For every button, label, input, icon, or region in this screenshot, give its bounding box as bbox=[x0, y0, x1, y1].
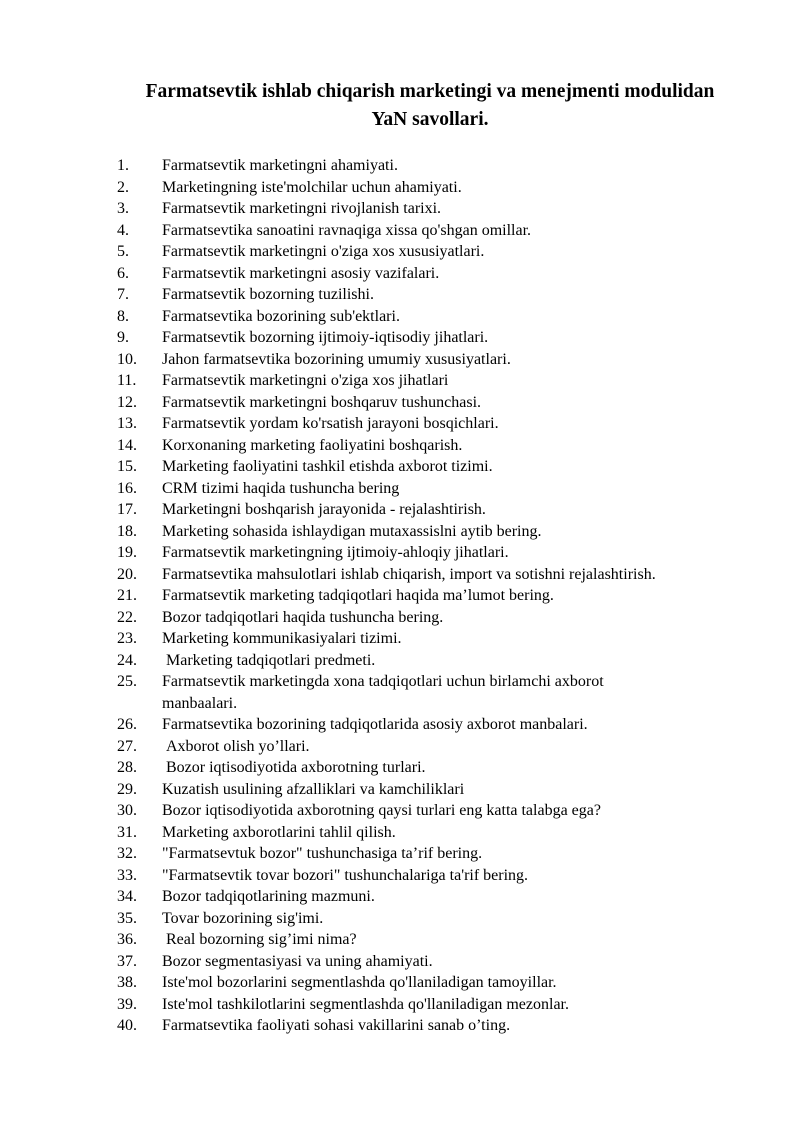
question-number: 27. bbox=[117, 737, 137, 755]
question-item bbox=[0, 736, 800, 758]
question-number: 23. bbox=[117, 630, 137, 647]
question-text: Farmatsevtika bozorining sub'ektlari. bbox=[162, 307, 400, 325]
question-number: 3. bbox=[117, 200, 129, 217]
question-item bbox=[0, 327, 800, 349]
question-item bbox=[0, 220, 800, 242]
question-item bbox=[0, 198, 800, 220]
question-number: 25. bbox=[117, 673, 137, 690]
question-text: Farmatsevtik marketingni o'ziga xos jihatlari bbox=[162, 372, 449, 389]
question-text: Farmatsevtik marketing tadqiqotlari haqida ma’lumot bering. bbox=[162, 587, 554, 604]
title-line-1: Farmatsevtik ishlab chiqarish marketingi va menejmenti modulidan bbox=[145, 81, 715, 102]
question-number: 33. bbox=[117, 866, 137, 884]
question-item bbox=[0, 843, 800, 865]
question-number: 11. bbox=[117, 372, 137, 389]
question-number: 6. bbox=[117, 264, 129, 282]
question-text: Bozor tadqiqotlarining mazmuni. bbox=[162, 888, 375, 905]
question-text: Korxonaning marketing faoliyatini boshqarish. bbox=[162, 436, 463, 454]
question-text: Jahon farmatsevtika bozorining umumiy xususiyatlari. bbox=[162, 350, 511, 368]
question-text: Real bozorning sig’imi nima? bbox=[162, 931, 357, 948]
question-text: Farmatsevtik marketingning ijtimoiy-ahloqiy jihatlari. bbox=[162, 544, 509, 561]
question-item bbox=[0, 263, 800, 285]
question-item bbox=[0, 994, 800, 1016]
question-item bbox=[0, 155, 800, 177]
question-text: Tovar bozorining sig'imi. bbox=[162, 909, 324, 927]
question-number: 12. bbox=[117, 393, 137, 411]
question-item bbox=[0, 628, 800, 650]
question-item bbox=[0, 349, 800, 371]
question-text: Farmatsevtika bozorining tadqiqotlarida asosiy axborot manbalari. bbox=[162, 716, 588, 733]
question-number: 31. bbox=[117, 823, 137, 841]
question-item bbox=[0, 886, 800, 908]
question-item bbox=[0, 779, 800, 801]
question-text: Farmatsevtik marketingni rivojlanish tarixi. bbox=[162, 200, 442, 217]
question-text: Bozor iqtisodiyotida axborotning qaysi turlari eng katta talabga ega? bbox=[162, 802, 601, 819]
question-item bbox=[0, 564, 800, 586]
question-number: 10. bbox=[117, 350, 137, 368]
question-number: 16. bbox=[117, 479, 137, 497]
question-number: 26. bbox=[117, 716, 137, 733]
question-item bbox=[0, 521, 800, 543]
question-text: Farmatsevtik marketingda xona tadqiqotlari uchun birlamchi axborot manbaalari. bbox=[162, 673, 604, 712]
question-number: 22. bbox=[117, 608, 137, 626]
question-number: 18. bbox=[117, 522, 137, 540]
question-item bbox=[0, 1015, 800, 1037]
question-item bbox=[0, 714, 800, 736]
question-item bbox=[0, 370, 800, 392]
question-number: 30. bbox=[117, 802, 137, 819]
question-item bbox=[0, 435, 800, 457]
question-item bbox=[0, 671, 800, 714]
question-number: 36. bbox=[117, 931, 137, 948]
question-text: Farmatsevtika mahsulotlari ishlab chiqarish, import va sotishni rejalashtirish. bbox=[162, 565, 656, 583]
question-item bbox=[0, 865, 800, 887]
question-item bbox=[0, 392, 800, 414]
question-text: Farmatsevtik marketingni asosiy vazifalari. bbox=[162, 264, 440, 282]
question-number: 1. bbox=[117, 157, 129, 174]
question-text: Farmatsevtik marketingni o'ziga xos xususiyatlari. bbox=[162, 243, 485, 260]
question-number: 5. bbox=[117, 243, 129, 260]
document-title bbox=[100, 78, 760, 134]
question-item bbox=[0, 284, 800, 306]
question-number: 2. bbox=[117, 178, 129, 196]
question-number: 9. bbox=[117, 329, 129, 346]
question-number: 15. bbox=[117, 458, 137, 475]
question-number: 34. bbox=[117, 888, 137, 905]
question-item bbox=[0, 177, 800, 199]
question-number: 28. bbox=[117, 759, 137, 776]
question-text: Farmatsevtik marketingni ahamiyati. bbox=[162, 157, 398, 174]
question-text: Marketingni boshqarish jarayonida - rejalashtirish. bbox=[162, 501, 486, 518]
question-text: "Farmatsevtuk bozor" tushunchasiga ta’rif bering. bbox=[162, 845, 483, 862]
question-item bbox=[0, 542, 800, 564]
question-text: Marketing tadqiqotlari predmeti. bbox=[162, 651, 376, 669]
question-number: 19. bbox=[117, 544, 137, 561]
question-number: 39. bbox=[117, 995, 137, 1013]
question-text: Marketing kommunikasiyalari tizimi. bbox=[162, 630, 402, 647]
question-text: Bozor tadqiqotlari haqida tushuncha bering. bbox=[162, 608, 444, 626]
question-number: 24. bbox=[117, 651, 137, 669]
question-text: Farmatsevtik marketingni boshqaruv tushunchasi. bbox=[162, 393, 482, 411]
question-item bbox=[0, 456, 800, 478]
question-item bbox=[0, 607, 800, 629]
question-number: 13. bbox=[117, 415, 137, 432]
question-item bbox=[0, 800, 800, 822]
question-item bbox=[0, 972, 800, 994]
question-text: Iste'mol tashkilotlarini segmentlashda qo'llaniladigan mezonlar. bbox=[162, 995, 569, 1013]
question-item bbox=[0, 650, 800, 672]
question-item bbox=[0, 413, 800, 435]
question-item bbox=[0, 585, 800, 607]
question-item bbox=[0, 951, 800, 973]
question-number: 37. bbox=[117, 952, 137, 970]
question-list bbox=[0, 155, 800, 1037]
question-number: 4. bbox=[117, 221, 129, 239]
title-line-2: YaN savollari. bbox=[371, 109, 489, 130]
question-text: Bozor segmentasiyasi va uning ahamiyati. bbox=[162, 952, 433, 970]
question-text: Iste'mol bozorlarini segmentlashda qo'llaniladigan tamoyillar. bbox=[162, 974, 557, 991]
question-text: Marketingning iste'molchilar uchun ahamiyati. bbox=[162, 178, 462, 196]
question-number: 8. bbox=[117, 307, 129, 325]
question-item bbox=[0, 908, 800, 930]
question-item bbox=[0, 241, 800, 263]
question-number: 20. bbox=[117, 565, 137, 583]
question-number: 7. bbox=[117, 286, 129, 303]
question-number: 38. bbox=[117, 974, 137, 991]
question-text: Farmatsevtika sanoatini ravnaqiga xissa qo'shgan omillar. bbox=[162, 221, 532, 239]
question-item bbox=[0, 822, 800, 844]
question-number: 40. bbox=[117, 1017, 137, 1034]
question-text: Bozor iqtisodiyotida axborotning turlari. bbox=[162, 759, 426, 776]
question-item bbox=[0, 499, 800, 521]
question-text: Marketing axborotlarini tahlil qilish. bbox=[162, 823, 396, 841]
question-text: CRM tizimi haqida tushuncha bering bbox=[162, 479, 400, 497]
question-number: 32. bbox=[117, 845, 137, 862]
question-item bbox=[0, 306, 800, 328]
question-text: Marketing sohasida ishlaydigan mutaxassislni aytib bering. bbox=[162, 522, 542, 540]
question-item bbox=[0, 478, 800, 500]
question-number: 35. bbox=[117, 909, 137, 927]
question-number: 17. bbox=[117, 501, 137, 518]
question-item bbox=[0, 757, 800, 779]
question-text: Farmatsevtik bozorning tuzilishi. bbox=[162, 286, 374, 303]
question-number: 14. bbox=[117, 436, 137, 454]
question-item bbox=[0, 929, 800, 951]
question-text: Kuzatish usulining afzalliklari va kamchiliklari bbox=[162, 780, 465, 798]
question-text: "Farmatsevtik tovar bozori" tushunchalariga ta'rif bering. bbox=[162, 866, 529, 884]
question-text: Farmatsevtik yordam ko'rsatish jarayoni bosqichlari. bbox=[162, 415, 499, 432]
question-number: 21. bbox=[117, 587, 137, 604]
question-text: Axborot olish yo’llari. bbox=[162, 737, 310, 755]
question-text: Farmatsevtika faoliyati sohasi vakillarini sanab o’ting. bbox=[162, 1017, 511, 1034]
question-text: Marketing faoliyatini tashkil etishda axborot tizimi. bbox=[162, 458, 493, 475]
question-text: Farmatsevtik bozorning ijtimoiy-iqtisodiy jihatlari. bbox=[162, 329, 489, 346]
question-number: 29. bbox=[117, 780, 137, 798]
